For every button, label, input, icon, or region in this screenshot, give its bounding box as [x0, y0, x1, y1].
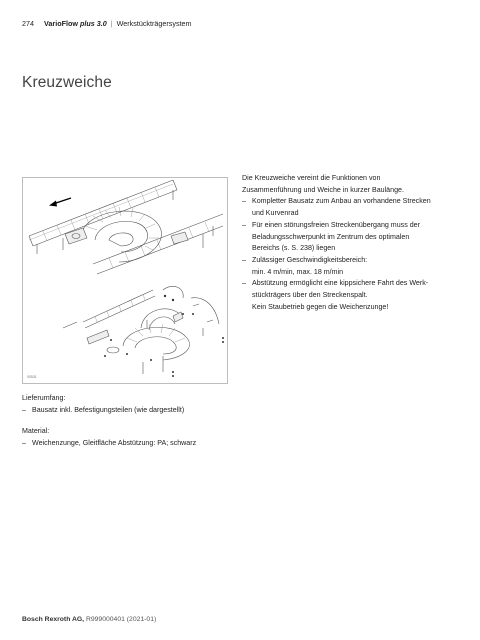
feature-item: – Für einen störungsfreien Streckenübergang muss der Beladungsschwerpunkt im Zentrum des optimalen Bereichs (s. S. 238) liegen	[242, 220, 457, 255]
material-label: Material:	[22, 427, 50, 435]
header-section: Werkstückträgersystem	[116, 19, 192, 28]
scope-item: – Bausatz inkl. Befestigungsteilen (wie dargestellt)	[22, 405, 322, 417]
document-id: R999000401 (2021-01)	[85, 616, 157, 623]
scope-of-delivery	[22, 393, 322, 416]
company-name: Bosch Rexroth AG,	[22, 616, 85, 623]
feature-item: – Zulässiger Geschwindigkeitsbereich: min. 4 m/min, max. 18 m/min	[242, 255, 457, 278]
feature-item: – Abstützung ermöglicht eine kippsichere Fahrt des Werk- stückträgers über den Streckenspalt.	[242, 278, 457, 301]
warning-note: Kein Staubetrieb gegen die Weichenzunge!	[252, 302, 389, 311]
figure-code: 00531	[27, 375, 37, 379]
feature-list	[242, 196, 457, 301]
product-description	[242, 173, 457, 313]
material-item: – Weichenzunge, Gleitfläche Abstützung: PA; schwarz	[22, 438, 322, 450]
header-separator: |	[110, 19, 113, 28]
page-header	[22, 19, 192, 28]
cross-switch-drawing	[23, 178, 227, 383]
scope-label: Lieferumfang:	[22, 394, 66, 402]
page-footer	[22, 616, 156, 623]
material-section	[22, 426, 322, 449]
feature-item: – Kompletter Bausatz zum Anbau an vorhandene Strecken und Kurvenrad	[242, 196, 457, 219]
page-title: Kreuzweiche	[22, 74, 112, 92]
product-illustration	[22, 177, 228, 384]
product-name: VarioFlow plus 3.0	[44, 19, 107, 28]
page-number: 274	[22, 19, 34, 28]
description-intro: Die Kreuzweiche vereint die Funktionen von Zusammenführung und Weiche in kurzer Baulänge.	[242, 174, 404, 194]
